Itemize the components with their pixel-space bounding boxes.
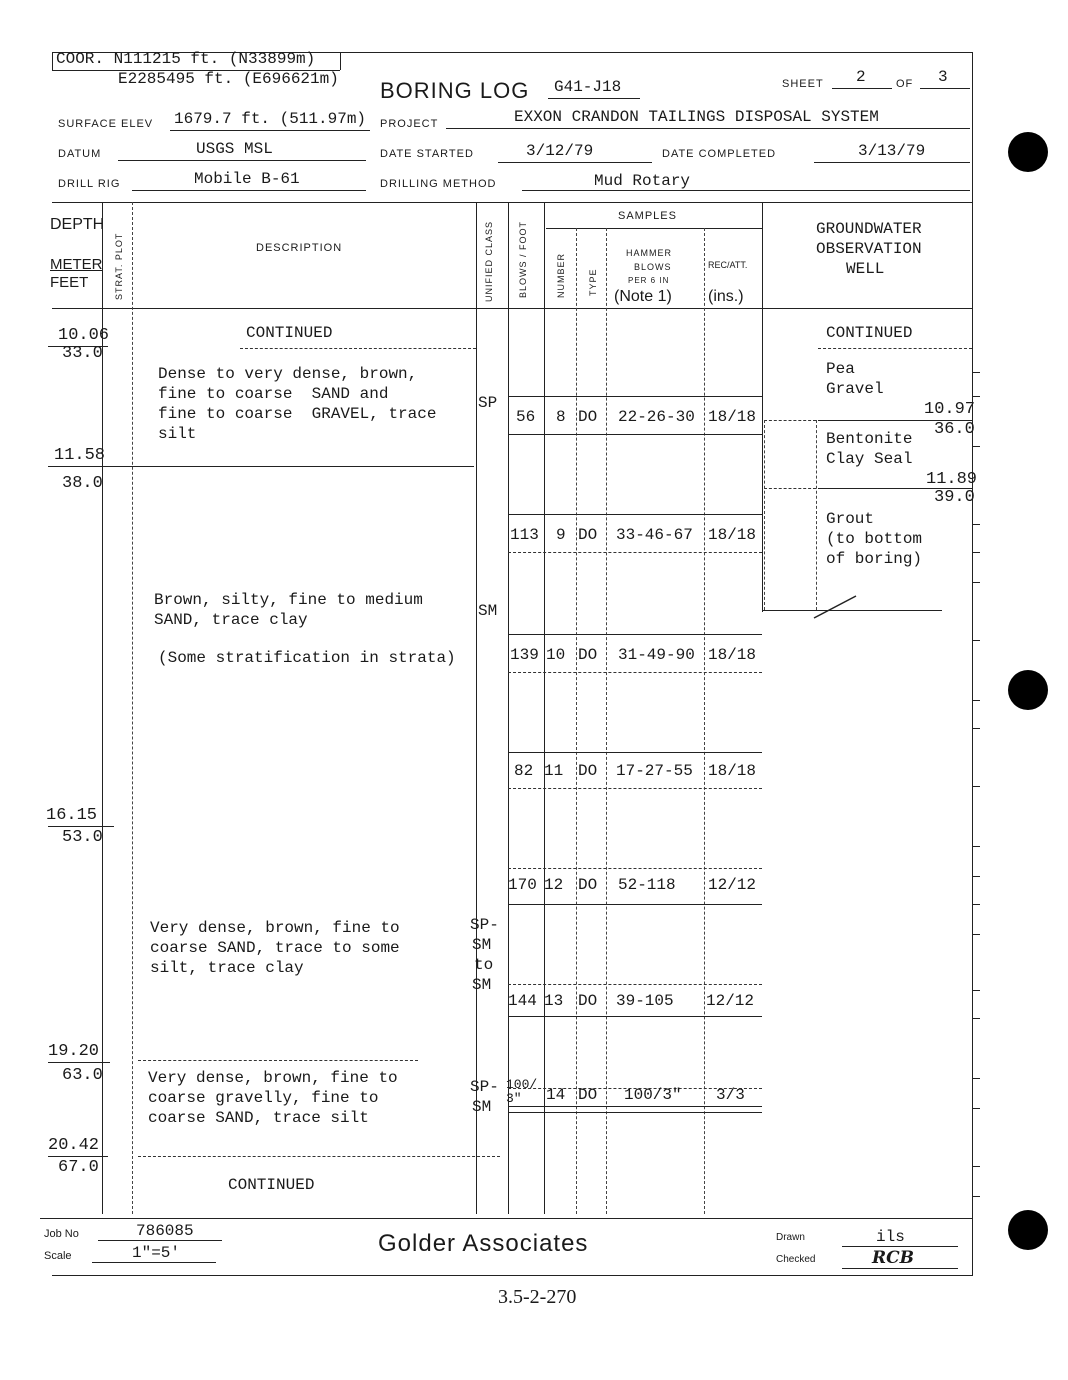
stratum-1-line: fine to coarse SAND and xyxy=(158,385,389,403)
col-line-type-right xyxy=(606,228,607,1214)
date-started-underline xyxy=(498,162,652,163)
stratum-4-line: Very dense, brown, fine to xyxy=(148,1069,398,1087)
edge-tick xyxy=(972,904,980,905)
sample-3-bottom xyxy=(508,672,762,673)
date-started-label: DATE STARTED xyxy=(380,148,474,160)
edge-tick xyxy=(972,1108,980,1109)
frame-left xyxy=(52,52,53,70)
col-type: TYPE xyxy=(588,268,598,296)
col-description: DESCRIPTION xyxy=(256,242,343,254)
surface-elev-value: 1679.7 ft. (511.97m) xyxy=(174,110,367,128)
date-completed-value: 3/13/79 xyxy=(858,142,926,160)
sample-4-bottom xyxy=(508,788,762,789)
table-header-bottom xyxy=(52,308,972,309)
sample-rec: 18/18 xyxy=(708,526,757,544)
stratum-2-class: SM xyxy=(478,602,498,620)
edge-tick xyxy=(972,1196,980,1197)
sheet-number-underline xyxy=(832,88,892,89)
depth-3-meter: 16.15 xyxy=(46,806,98,825)
stratum-3-class: SP- xyxy=(470,916,499,934)
well-grout-meter: 11.89 xyxy=(926,470,978,489)
sample-7-bottom xyxy=(508,1106,762,1107)
well-continued-dash xyxy=(818,348,972,349)
sample-hammer: 100/3" xyxy=(624,1086,682,1104)
sample-blows: 56 xyxy=(516,408,536,426)
checked-underline xyxy=(842,1268,958,1269)
edge-tick xyxy=(972,640,980,641)
page-number: 3.5-2-270 xyxy=(498,1286,577,1308)
boring-log-title: BORING LOG xyxy=(380,78,530,103)
scale-underline xyxy=(92,1262,216,1263)
well-bentonite-feet: 36.0 xyxy=(934,420,975,439)
sample-6-top xyxy=(508,984,762,985)
stratum-1-line: silt xyxy=(158,425,197,443)
depth-1-feet: 33.0 xyxy=(62,344,103,363)
sample-type: DO xyxy=(578,408,598,426)
edge-tick xyxy=(972,700,980,701)
stratum-3-class: to xyxy=(474,956,494,974)
sample-number: 14 xyxy=(546,1086,566,1104)
edge-tick xyxy=(972,582,980,583)
sample-type: DO xyxy=(578,762,598,780)
sheet-total: 3 xyxy=(938,68,948,86)
col-line-rec-right xyxy=(762,202,763,612)
date-completed-underline xyxy=(814,162,970,163)
table-header-top xyxy=(52,202,972,203)
date-completed-label: DATE COMPLETED xyxy=(662,148,777,160)
sample-type: DO xyxy=(578,526,598,544)
col-hammer-1: HAMMER xyxy=(626,248,672,258)
project-underline xyxy=(446,128,970,129)
edge-tick xyxy=(972,990,980,991)
drilling-method-value: Mud Rotary xyxy=(594,172,691,190)
depth-5-meter: 20.42 xyxy=(48,1136,100,1155)
drawn-value: ils xyxy=(876,1228,905,1246)
col-rec-att: REC/ATT. xyxy=(708,260,748,270)
sample-blows: 113 xyxy=(510,526,539,544)
sample-rec: 18/18 xyxy=(708,762,757,780)
job-no-label: Job No xyxy=(44,1228,79,1240)
sample-5-bottom xyxy=(508,904,762,905)
drawn-underline xyxy=(842,1246,958,1247)
edge-tick xyxy=(972,396,980,397)
sheet-total-underline xyxy=(920,88,970,89)
col-number: NUMBER xyxy=(556,252,566,298)
well-bentonite-meter: 10.97 xyxy=(924,400,976,419)
well-pea-gravel-2: Gravel xyxy=(826,380,884,398)
sample-6-bottom xyxy=(508,1016,762,1017)
depth-2-meter: 11.58 xyxy=(54,446,106,465)
stratum-3-line: Very dense, brown, fine to xyxy=(150,919,400,937)
well-casing-left xyxy=(764,420,765,610)
continued-top: CONTINUED xyxy=(246,324,333,342)
sample-3-top xyxy=(508,634,762,635)
edge-tick xyxy=(972,1078,980,1079)
col-meter: METER xyxy=(50,256,103,273)
sample-type: DO xyxy=(578,1086,598,1104)
well-continued: CONTINUED xyxy=(826,324,913,342)
well-grout-feet: 39.0 xyxy=(934,488,975,507)
project-value: EXXON CRANDON TAILINGS DISPOSAL SYSTEM xyxy=(514,108,879,126)
sample-type: DO xyxy=(578,992,598,1010)
edge-tick xyxy=(972,524,980,525)
job-no-underline xyxy=(98,1240,222,1241)
sample-rec: 12/12 xyxy=(706,992,755,1010)
sample-4-top xyxy=(508,752,762,753)
coordinate-east: E2285495 ft. (E696621m) xyxy=(118,70,339,88)
sample-1-top xyxy=(508,396,762,397)
coordinate-north: COOR. N111215 ft. (N33899m) xyxy=(56,50,316,68)
edge-tick xyxy=(972,728,980,729)
sample-number: 13 xyxy=(544,992,564,1010)
project-label: PROJECT xyxy=(380,118,439,130)
sample-2-bottom xyxy=(508,552,762,553)
sample-hammer: 52-118 xyxy=(618,876,676,894)
binder-hole-bottom xyxy=(1008,1210,1048,1250)
col-depth: DEPTH xyxy=(50,216,105,233)
stratum-1-class: SP xyxy=(478,394,498,412)
continued-bottom: CONTINUED xyxy=(228,1176,315,1194)
stratum-1-line: Dense to very dense, brown, xyxy=(158,365,418,383)
well-bottom-slash xyxy=(810,592,860,622)
depth-5-line xyxy=(48,1156,108,1157)
sheet-label: SHEET xyxy=(782,78,824,90)
drill-rig-label: DRILL RIG xyxy=(58,178,121,190)
boring-id-underline xyxy=(548,98,640,99)
stratum-4-line: coarse SAND, trace silt xyxy=(148,1109,369,1127)
stratum-3-line: silt, trace clay xyxy=(150,959,304,977)
sample-blows: 144 xyxy=(508,992,537,1010)
company-name: Golder Associates xyxy=(378,1230,589,1257)
edge-tick xyxy=(972,552,980,553)
col-groundwater-1: GROUNDWATER xyxy=(816,220,922,238)
coor-box-right xyxy=(340,52,341,70)
sample-number: 8 xyxy=(556,408,566,426)
sample-hammer: 17-27-55 xyxy=(616,762,693,780)
col-samples: SAMPLES xyxy=(618,210,677,222)
sample-7-bottom-2 xyxy=(508,1112,762,1113)
depth-4-meter: 19.20 xyxy=(48,1042,100,1061)
col-groundwater-3: WELL xyxy=(846,260,885,278)
col-hammer-3: PER 6 IN xyxy=(628,276,670,285)
col-hammer-2: BLOWS xyxy=(634,262,672,272)
depth-5-dash xyxy=(138,1156,500,1157)
drawn-label: Drawn xyxy=(776,1232,805,1243)
col-note: (Note 1) xyxy=(614,288,672,305)
date-started-value: 3/12/79 xyxy=(526,142,594,160)
well-grout-1: Grout xyxy=(826,510,875,528)
scale-value: 1"=5' xyxy=(132,1244,181,1262)
boring-id: G41-J18 xyxy=(554,78,622,96)
continued-top-dash xyxy=(240,348,476,349)
datum-underline xyxy=(118,160,366,161)
stratum-3-line: coarse SAND, trace to some xyxy=(150,939,400,957)
edge-tick xyxy=(972,846,980,847)
edge-tick xyxy=(972,1018,980,1019)
datum-value: USGS MSL xyxy=(196,140,273,158)
col-line-number-right xyxy=(576,228,577,1214)
job-no-value: 786085 xyxy=(136,1222,194,1240)
stratum-1-line: fine to coarse GRAVEL, trace xyxy=(158,405,437,423)
edge-tick xyxy=(972,934,980,935)
stratum-2-line: SAND, trace clay xyxy=(154,611,308,629)
stratum-3-class: SM xyxy=(472,976,492,994)
col-line-strat-right xyxy=(132,202,133,1214)
sample-hammer: 39-105 xyxy=(616,992,674,1010)
sample-rec: 18/18 xyxy=(708,646,757,664)
edge-tick xyxy=(972,786,980,787)
sample-type: DO xyxy=(578,876,598,894)
footer-top-line xyxy=(40,1218,972,1219)
well-grout-2: (to bottom xyxy=(826,530,923,548)
stratum-3-class: SM xyxy=(472,936,492,954)
sample-type: DO xyxy=(578,646,598,664)
well-bentonite-1: Bentonite xyxy=(826,430,913,448)
sample-number: 9 xyxy=(556,526,566,544)
sample-blows: 139 xyxy=(510,646,539,664)
stratum-4-class: SP- xyxy=(470,1078,499,1096)
depth-2-feet: 38.0 xyxy=(62,474,103,493)
sample-blows: 100/3" xyxy=(506,1077,538,1106)
edge-tick xyxy=(972,876,980,877)
depth-3-line xyxy=(48,826,114,827)
col-groundwater-2: OBSERVATION xyxy=(816,240,922,258)
well-grout-top-dash xyxy=(764,488,816,489)
depth-4-feet: 63.0 xyxy=(62,1066,103,1085)
sample-1-bottom xyxy=(508,434,762,435)
col-blows-foot: BLOWS / FOOT xyxy=(518,220,528,298)
sample-blows: 170 xyxy=(508,876,537,894)
col-unified-class: UNIFIED CLASS xyxy=(484,220,494,302)
stratum-4-line: coarse gravelly, fine to xyxy=(148,1089,379,1107)
sample-hammer: 33-46-67 xyxy=(616,526,693,544)
datum-label: DATUM xyxy=(58,148,102,160)
drilling-method-underline xyxy=(522,190,970,191)
sample-hammer: 31-49-90 xyxy=(618,646,695,664)
drill-rig-value: Mobile B-61 xyxy=(194,170,300,188)
depth-4-dash xyxy=(138,1060,418,1061)
depth-3-feet: 53.0 xyxy=(62,828,103,847)
binder-hole-middle xyxy=(1008,670,1048,710)
of-label: OF xyxy=(896,78,914,90)
scale-label: Scale xyxy=(44,1250,72,1262)
depth-5-feet: 67.0 xyxy=(58,1158,99,1177)
col-ins: (ins.) xyxy=(708,288,744,305)
edge-tick xyxy=(972,446,980,447)
binder-hole-top xyxy=(1008,132,1048,172)
edge-tick xyxy=(972,372,980,373)
surface-elev-label: SURFACE ELEV xyxy=(58,118,154,130)
col-feet: FEET xyxy=(50,274,89,291)
well-grout-3: of boring) xyxy=(826,550,923,568)
col-line-class-left xyxy=(476,202,477,1214)
col-strat-plot: STRAT. PLOT xyxy=(114,232,124,300)
drill-rig-underline xyxy=(132,190,366,191)
col-line-class-right xyxy=(508,202,509,1214)
col-line-blows-right xyxy=(544,202,545,1214)
sheet-number: 2 xyxy=(856,68,866,86)
sample-2-top xyxy=(508,514,762,515)
well-casing-right xyxy=(816,420,817,610)
stratum-2-line: (Some stratification in strata) xyxy=(158,649,456,667)
sample-hammer: 22-26-30 xyxy=(618,408,695,426)
stratum-2-line: Brown, silty, fine to medium xyxy=(154,591,423,609)
col-line-hammer-right xyxy=(704,228,705,1214)
checked-label: Checked xyxy=(776,1254,816,1265)
sample-rec: 3/3 xyxy=(716,1086,745,1104)
well-pea-gravel-1: Pea xyxy=(826,360,855,378)
drilling-method-label: DRILLING METHOD xyxy=(380,178,497,190)
sample-blows: 82 xyxy=(514,762,534,780)
sample-5-top xyxy=(508,868,762,869)
well-bentonite-top-dash xyxy=(764,420,816,421)
depth-4-line xyxy=(48,1062,110,1063)
checked-initials: RCB xyxy=(872,1248,915,1268)
sample-rec: 18/18 xyxy=(708,408,757,426)
surface-elev-underline xyxy=(170,130,370,131)
well-bentonite-2: Clay Seal xyxy=(826,450,913,468)
depth-1-meter: 10.06 xyxy=(58,326,110,345)
depth-2-line xyxy=(48,466,474,467)
sample-number: 12 xyxy=(544,876,564,894)
samples-header-line xyxy=(546,228,762,229)
stratum-4-class: SM xyxy=(472,1098,492,1116)
sample-number: 11 xyxy=(544,762,564,780)
sample-rec: 12/12 xyxy=(708,876,757,894)
edge-tick xyxy=(972,1166,980,1167)
sample-number: 10 xyxy=(546,646,566,664)
